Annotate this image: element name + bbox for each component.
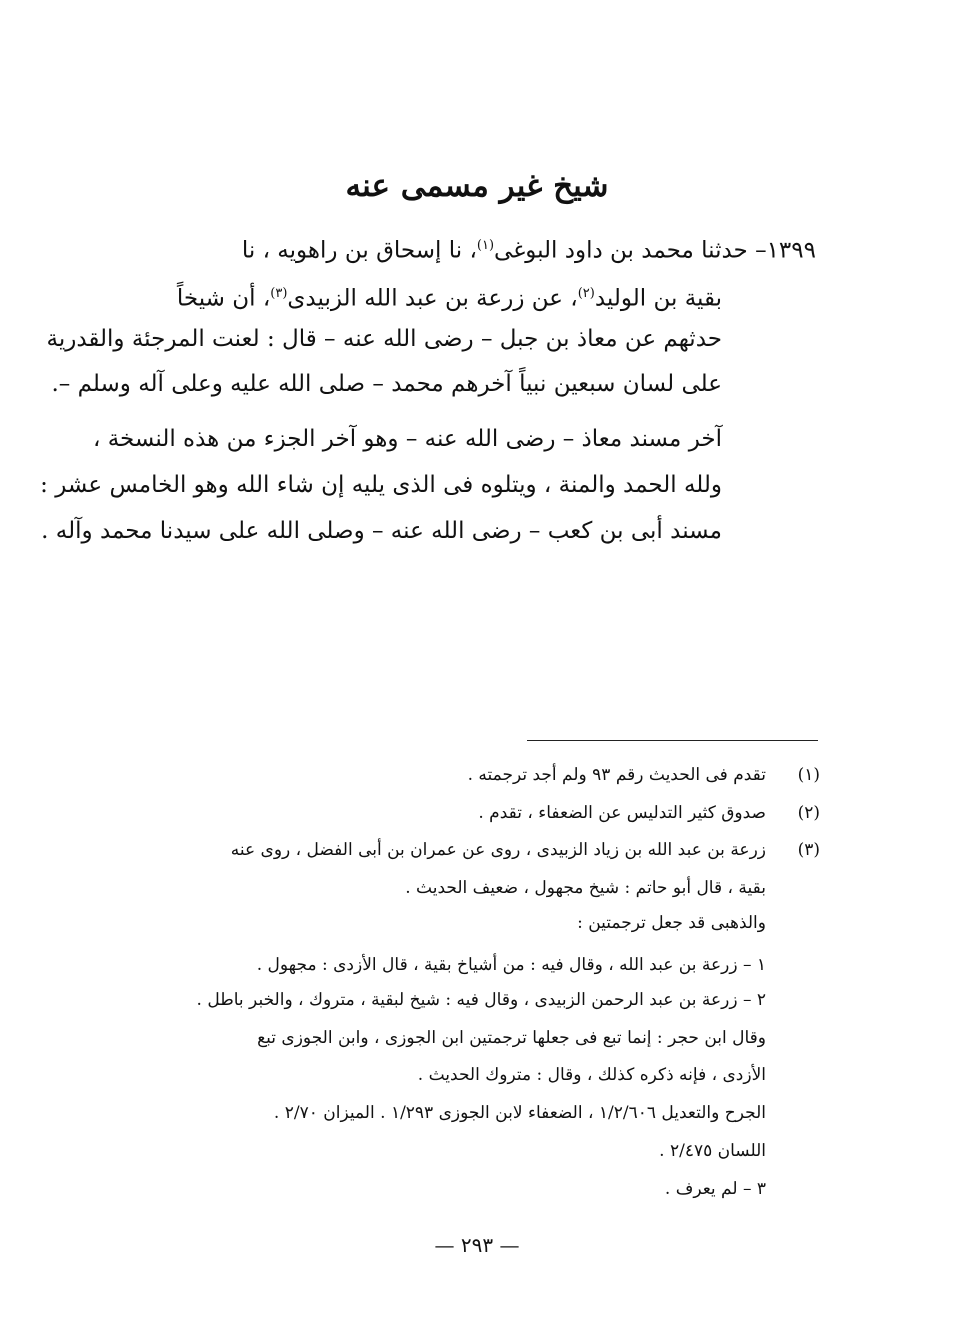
footnote-number-1: (١) (797, 765, 820, 785)
footnote-3-line-10: ٣ – لم يعرف . (664, 1179, 766, 1199)
footnote-separator (527, 740, 818, 741)
footnote-ref-2: (٢) (577, 286, 595, 301)
footnote-3-line-7: الأزدى ، فإنه ذكره كذلك ، وقال : متروك الحديث . (417, 1065, 766, 1085)
footnote-ref-3: (٣) (270, 286, 288, 301)
footnote-3-line-8: الجرح والتعديل ١/٢/٦٠٦ ، الضعفاء لابن الجوزى ١/٢٩٣ . الميزان ٢/٧٠ . (273, 1103, 766, 1123)
hadith-text: ، نا إسحاق بن راهويه ، نا (241, 237, 477, 264)
hadith-text: بقية بن الوليد (594, 285, 722, 312)
footnote-2: صدوق كثير التدليس عن الضعفاء ، تقدم . (478, 803, 766, 823)
hadith-number: ١٣٩٩ (766, 237, 816, 264)
footnote-3-line-2: بقية ، قال أبو حاتم : شيخ مجهول ، ضعيف الحديث . (405, 878, 766, 898)
hadith-line-1 (242, 231, 816, 266)
colophon-line-3: مسند أبى بن كعب – رضى الله عنه – وصلى الله على سيدنا محمد وآله . (41, 518, 722, 544)
colophon-line-2: ولله الحمد والمنة ، ويتلوه فى الذى يليه إن شاء الله وهو الخامس عشر : (40, 472, 722, 498)
hadith-line-4: على لسان سبعين نبياً آخرهم محمد – صلى الله عليه وعلى آله وسلم –. (51, 371, 722, 397)
footnote-3-line-9: اللسان ٢/٤٧٥ . (659, 1141, 766, 1161)
footnote-3-line-5: ٢ – زرعة بن عبد الرحمن الزبيدى ، وقال فيه : شيخ لبقية ، متروك ، والخبر باطل . (196, 990, 766, 1010)
hadith-text: ، أن شيخاً (176, 285, 271, 312)
footnote-ref-1: (١) (476, 238, 495, 253)
hadith-line-3: حدثهم عن معاذ بن جبل – رضى الله عنه – قال : لعنت المرجئة والقدرية (46, 326, 722, 352)
footnote-1: تقدم فى الحديث رقم ٩٣ ولم أجد ترجمته . (467, 765, 766, 785)
colophon-line-1: آخر مسند معاذ – رضى الله عنه – وهو آخر الجزء من هذه النسخة ، (92, 426, 722, 452)
page-number: — ٢٩٣ — (434, 1233, 520, 1257)
hadith-line-2 (177, 279, 722, 314)
footnote-3-line-6: وقال ابن حجر : إنما تبع فى جعلها ترجمتين ابن الجوزى ، وابن الجوزى تبع (257, 1028, 766, 1048)
footnote-3-line-1: زرعة بن عبد الله بن زياد الزبيدى ، روى عن عمران بن أبى الفضل ، روى عنه (230, 840, 766, 860)
hadith-text: – حدثنا محمد بن داود البوغى (494, 237, 767, 264)
section-title: شيخ غير مسمى عنه (345, 168, 609, 204)
hadith-text: ، عن زرعة بن عبد الله الزبيدى (287, 285, 578, 312)
footnote-3-line-3: والذهبى قد جعل ترجمتين : (577, 913, 766, 933)
footnote-number-2: (٢) (797, 803, 820, 823)
footnote-number-3: (٣) (797, 840, 820, 860)
footnote-3-line-4: ١ – زرعة بن عبد الله ، وقال فيه : من أشياخ بقية ، قال الأزدى : مجهول . (256, 955, 766, 975)
